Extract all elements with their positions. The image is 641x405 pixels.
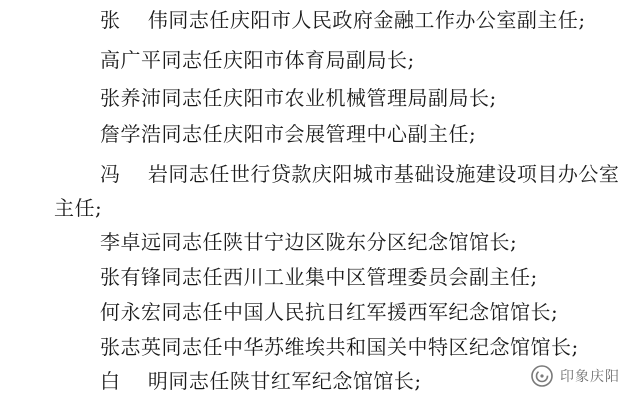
watermark-text: 印象庆阳: [560, 369, 620, 385]
appointment-line: 冯 岩同志任世行贷款庆阳城市基础设施建设项目办公室: [100, 162, 620, 186]
appointment-line: 李卓远同志任陕甘宁边区陇东分区纪念馆馆长;: [100, 230, 518, 254]
appointment-line: 张 伟同志任庆阳市人民政府金融工作办公室副主任;: [100, 8, 586, 32]
watermark: [530, 362, 620, 390]
appointment-line: 张有锋同志任西川工业集中区管理委员会副主任;: [100, 265, 538, 289]
wechat-official-account-icon: [530, 364, 554, 388]
appointment-line: 何永宏同志任中国人民抗日红军援西军纪念馆馆长;: [100, 300, 559, 324]
appointment-line: 张养沛同志任庆阳市农业机械管理局副局长;: [100, 86, 497, 110]
appointment-line: 高广平同志任庆阳市体育局副局长;: [100, 48, 415, 72]
appointment-line: 詹学浩同志任庆阳市会展管理中心副主任;: [100, 122, 477, 146]
appointment-line: 张志英同志任中华苏维埃共和国关中特区纪念馆馆长;: [100, 335, 579, 359]
appointment-line: 白 明同志任陕甘红军纪念馆馆长;: [100, 369, 422, 393]
appointment-line-continuation: 主任;: [54, 196, 103, 220]
